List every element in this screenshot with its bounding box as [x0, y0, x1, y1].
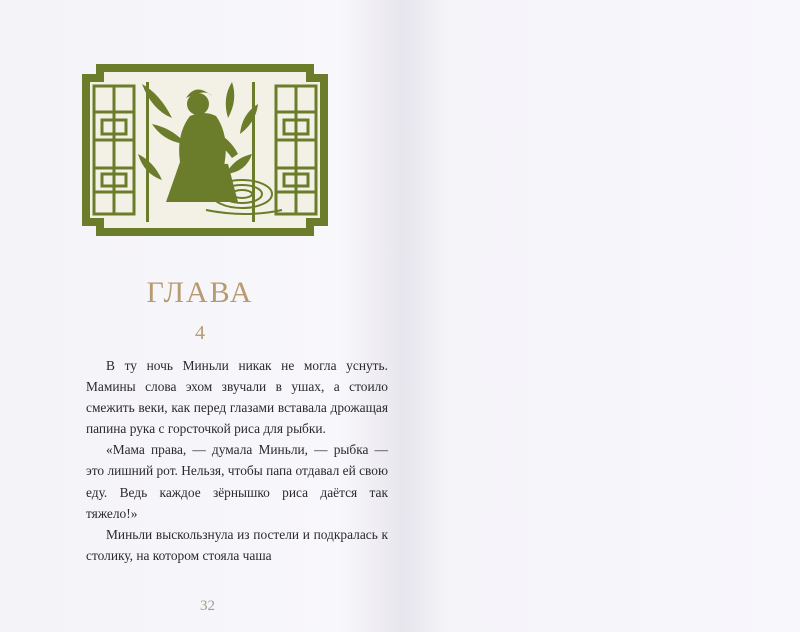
left-page-text [86, 355, 388, 566]
paragraph: Миньли выскользнула из постели и подкралась к столику, на котором стояла чаша [86, 526, 388, 563]
paragraph: В ту ночь Миньли никак не могла уснуть. Мамины слова эхом звучали в ушах, а стоило смежить веки, как перед глазами вставала дрожащая папина рука с горсточкой риса для рыбки. [86, 358, 388, 437]
page-number-left: 32 [200, 598, 215, 614]
chapter-heading: ГЛАВА [146, 276, 254, 309]
paragraph: «Мама права, — думала Миньли, — рыбка — это лишний рот. Нельзя, чтобы папа отдавал ей свою еду. Ведь каждое зёрнышко риса даётся так тяжело!» [86, 442, 388, 521]
chapter-illustration [82, 64, 328, 236]
chapter-number: 4 [195, 322, 205, 344]
right-page [400, 0, 800, 632]
